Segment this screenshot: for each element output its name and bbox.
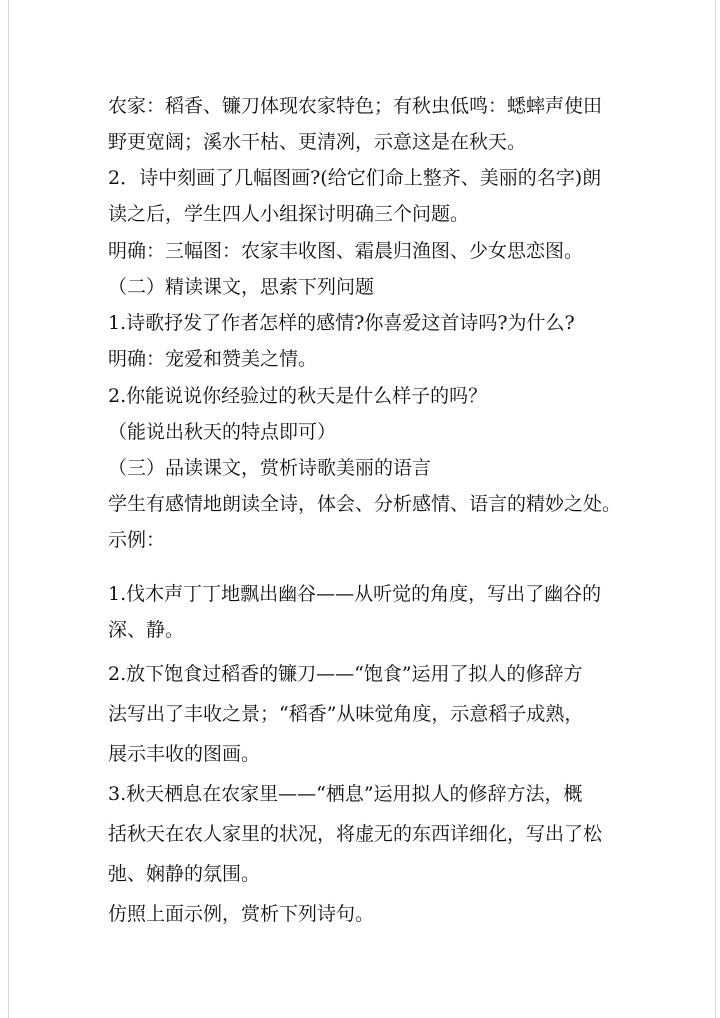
text-line: 3.秋天栖息在农家里——“栖息”运用拟人的修辞方法，概 xyxy=(108,783,583,805)
page-right-edge xyxy=(715,0,716,1018)
text-line: 明确：宠爱和赞美之情。 xyxy=(108,348,318,370)
text-line: 括秋天在农人家里的状况，将虚无的东西详细化，写出了松 xyxy=(108,823,603,845)
text-line: 野更宽阔；溪水干枯、更清冽，示意这是在秋天。 xyxy=(108,131,527,153)
text-line: 示例： xyxy=(108,529,166,551)
page-left-edge xyxy=(8,0,9,1018)
section-heading: （三）品读课文，赏析诗歌美丽的语言 xyxy=(108,457,432,479)
text-line: 法写出了丰收之景；“稻香”从味觉角度，示意稻子成熟， xyxy=(108,703,584,725)
text-line: 弛、娴静的氛围。 xyxy=(108,863,261,885)
text-line: 农家：稻香、镰刀体现农家特色；有秋虫低鸣：蟋蟀声使田 xyxy=(108,95,603,117)
text-line: （能说出秋天的特点即可） xyxy=(108,421,337,443)
text-line: 2.你能说说你经验过的秋天是什么样子的吗？ xyxy=(108,385,488,407)
text-line: 学生有感情地朗读全诗，体会、分析感情、语言的精妙之处。 xyxy=(108,493,622,515)
text-line: 展示丰收的图画。 xyxy=(108,743,261,765)
text-line: 2．诗中刻画了几幅图画?(给它们命上整齐、美丽的名字)朗 xyxy=(108,167,602,189)
text-line: 1.诗歌抒发了作者怎样的感情?你喜爱这首诗吗?为什么? xyxy=(108,312,575,334)
text-line: 1.伐木声丁丁地飘出幽谷——从听觉的角度，写出了幽谷的 xyxy=(108,583,602,605)
text-line: 深、静。 xyxy=(108,619,185,641)
text-line: 明确：三幅图：农家丰收图、霜晨归渔图、少女思恋图。 xyxy=(108,240,584,262)
text-line: 仿照上面示例，赏析下列诗句。 xyxy=(108,903,375,925)
section-heading: （二）精读课文，思索下列问题 xyxy=(108,276,375,298)
text-line: 2.放下饱食过稻香的镰刀——“饱食”运用了拟人的修辞方 xyxy=(108,663,583,685)
text-line: 读之后，学生四人小组探讨明确三个问题。 xyxy=(108,203,470,225)
